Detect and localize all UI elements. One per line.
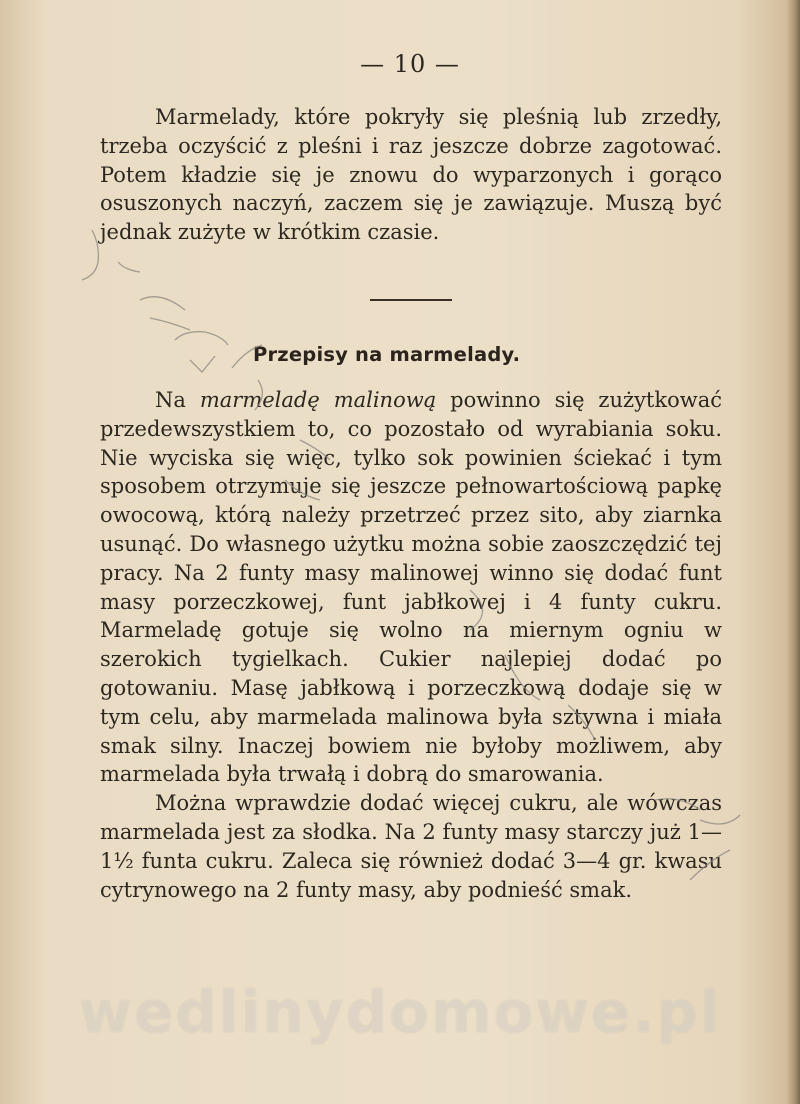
recipe-p1-rest: powinno się zużytkować przedewszystkiem to, co pozostało od wyrabiania soku. Nie wyciska się więc, tylko sok powinien ściekać i tym sposobem otrzymuje się jeszcze pełnowartościową papkę owocową, którą należy przetrzeć przez sito, aby ziarnka usunąć. Do własnego użytku można sobie zaoszczędzić tej pracy. Na 2 funty masy malinowej winno się dodać funt masy porzeczkowej, funt jabłkowej i 4 funty cukru. Marmeladę gotuje się wolno na miernym ogniu w szerokich tygielkach. Cukier najlepiej dodać po gotowaniu. Masę jabłkową i porzeczkową dodaje się w tym celu, aby marmelada malinowa była sztywna i miała smak silny. Inaczej bowiem nie byłoby możliwem, aby marmelada była trwałą i dobrą do smarowania. (100, 388, 722, 787)
section-heading: Przepisy na marmelady. (253, 343, 521, 366)
paragraph-top: Marmelady, które pokryły się pleśnią lub zrzedły, trzeba oczyścić z pleśni i raz jeszcze dobrze zagotować. Potem kładzie się je znowu do wyparzonych i gorąco osuszonych naczyń, zaczem się je zawiązuje. Muszą być jednak zużyte w krótkim czasie. (100, 105, 722, 245)
recipe-p1-italic: marmeladę malinową (199, 388, 437, 412)
page-number: — 10 — (360, 50, 460, 78)
recipe-paragraph-2: Można wprawdzie dodać więcej cukru, ale wówczas marmelada jest za słodka. Na 2 funty masy starczy już 1—1½ funta cukru. Zaleca się również dodać 3—4 gr. kwasu cytrynowego na 2 funty masy, aby podnieść smak. (100, 791, 722, 902)
watermark-text: wedlinydomowe.pl (78, 978, 722, 1046)
recipe-p1-lead: Na (155, 388, 186, 412)
